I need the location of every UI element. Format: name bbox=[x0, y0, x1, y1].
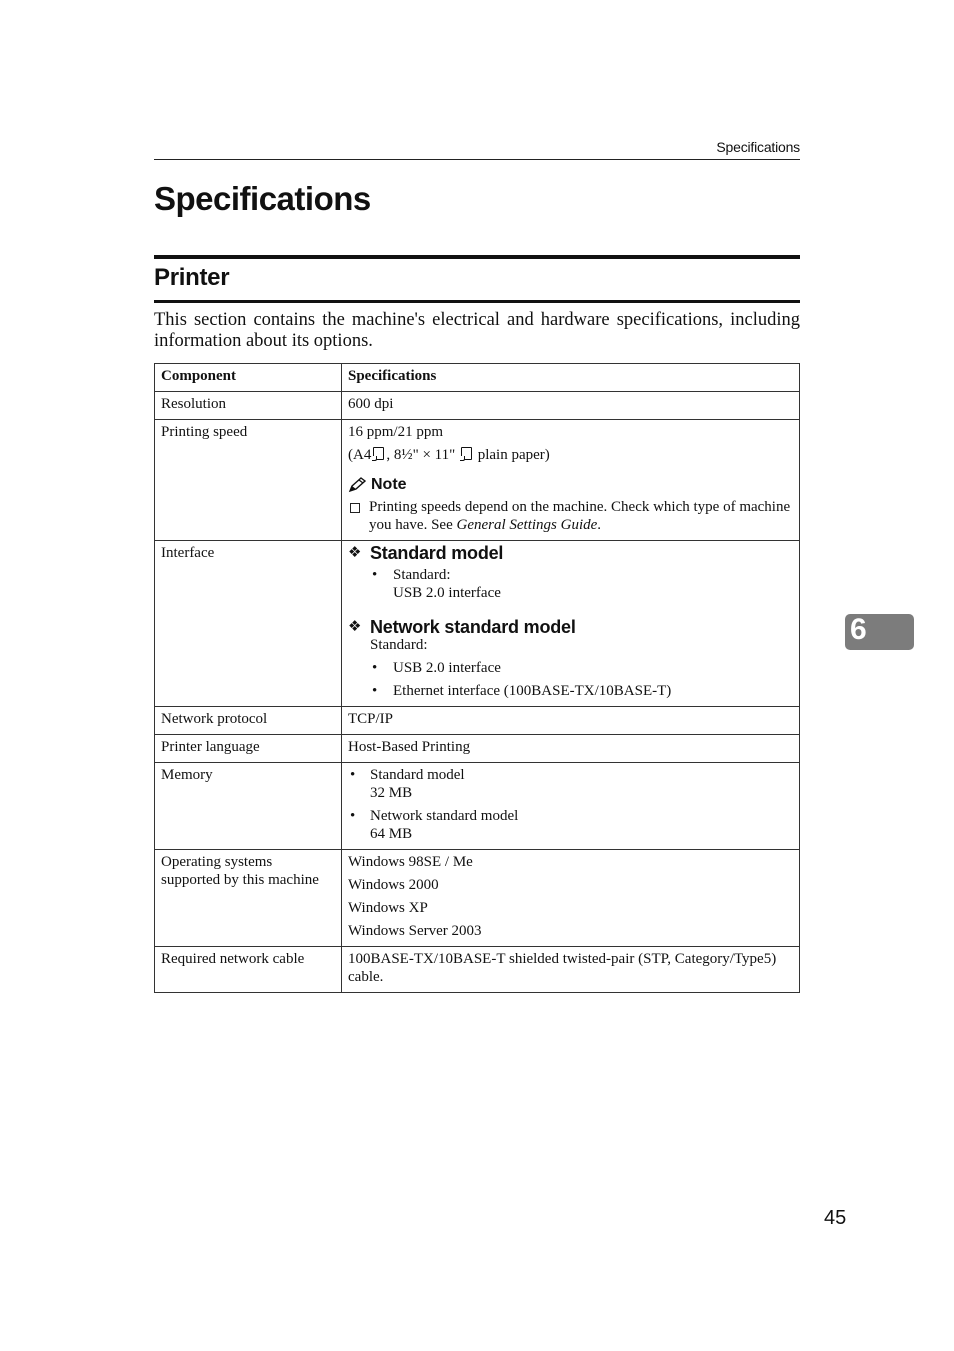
section-rule-bottom bbox=[154, 300, 800, 303]
specifications-table bbox=[154, 363, 800, 993]
row-label-memory: Memory bbox=[155, 763, 342, 850]
row-label-network-cable: Required network cable bbox=[155, 947, 342, 993]
row-value-network-cable: 100BASE-TX/10BASE-T shielded twisted-pair (STP, Category/Type5) cable. bbox=[342, 947, 800, 993]
list-item: • Ethernet interface (100BASE-TX/10BASE-T) bbox=[372, 683, 672, 699]
standard-model-heading: ❖ Standard model bbox=[348, 543, 504, 563]
row-value-printing-speed bbox=[342, 420, 800, 541]
diamond-bullet-icon: ❖ bbox=[348, 618, 362, 635]
row-label-interface: Interface bbox=[155, 541, 342, 707]
list-item: • Network standard model 64 MB bbox=[350, 808, 519, 842]
network-model-intro: Standard: bbox=[370, 637, 428, 653]
paper-type: plain paper) bbox=[477, 447, 550, 463]
table-row bbox=[155, 735, 800, 763]
row-value-interface bbox=[342, 541, 800, 707]
list-item: • Standard model 32 MB bbox=[350, 767, 465, 801]
paper-size-a4: (A4 bbox=[348, 447, 372, 463]
network-model-heading: ❖ Network standard model bbox=[348, 617, 576, 637]
row-label-printing-speed: Printing speed bbox=[155, 420, 342, 541]
chapter-number: 6 bbox=[850, 613, 867, 646]
os-item: Windows XP bbox=[348, 900, 428, 916]
running-header bbox=[154, 138, 800, 160]
checkbox-bullet-icon bbox=[350, 503, 360, 513]
paper-orientation-icon bbox=[461, 447, 472, 460]
section-rule-top bbox=[154, 255, 800, 259]
os-item: Windows 2000 bbox=[348, 877, 439, 893]
table-row bbox=[155, 707, 800, 735]
row-value-operating-systems bbox=[342, 850, 800, 947]
intro-paragraph: This section contains the machine's electrical and hardware specifications, including information about its options. bbox=[154, 310, 800, 351]
printing-speed-line2 bbox=[348, 446, 793, 464]
row-value-network-protocol: TCP/IP bbox=[342, 707, 800, 735]
os-item: Windows Server 2003 bbox=[348, 923, 482, 939]
note-heading bbox=[348, 476, 793, 494]
list-item: • USB 2.0 interface bbox=[372, 660, 501, 676]
table-row bbox=[155, 763, 800, 850]
table-header-row bbox=[155, 364, 800, 392]
chapter-tab bbox=[845, 614, 914, 650]
table-row bbox=[155, 392, 800, 420]
table-row bbox=[155, 541, 800, 707]
row-value-resolution: 600 dpi bbox=[342, 392, 800, 420]
column-header-component: Component bbox=[155, 364, 342, 392]
list-item: • Standard: USB 2.0 interface bbox=[372, 567, 501, 601]
row-value-memory bbox=[342, 763, 800, 850]
note-text: Printing speeds depend on the machine. Check which type of machine you have. See General Settings Guide. bbox=[369, 499, 791, 533]
note-label: Note bbox=[371, 476, 407, 493]
row-label-resolution: Resolution bbox=[155, 392, 342, 420]
paper-size-letter: , 8½" × 11" bbox=[386, 447, 456, 463]
note-item bbox=[348, 498, 793, 534]
note-reference: General Settings Guide bbox=[456, 517, 598, 533]
paper-orientation-icon bbox=[373, 447, 384, 460]
os-item: Windows 98SE / Me bbox=[348, 854, 473, 870]
column-header-specifications: Specifications bbox=[342, 364, 800, 392]
printing-speed-line1: 16 ppm/21 ppm bbox=[348, 424, 444, 440]
row-label-operating-systems: Operating systems supported by this machine bbox=[155, 850, 342, 947]
network-model-list bbox=[348, 659, 793, 700]
running-header-title: Specifications bbox=[716, 139, 800, 155]
row-label-printer-language: Printer language bbox=[155, 735, 342, 763]
row-value-printer-language: Host-Based Printing bbox=[342, 735, 800, 763]
page-title: Specifications bbox=[154, 180, 371, 217]
table-row bbox=[155, 947, 800, 993]
row-label-network-protocol: Network protocol bbox=[155, 707, 342, 735]
page-number: 45 bbox=[824, 1207, 847, 1229]
pencil-icon bbox=[348, 477, 368, 493]
memory-list bbox=[348, 766, 793, 843]
diamond-bullet-icon: ❖ bbox=[348, 544, 362, 561]
standard-model-list bbox=[348, 566, 793, 602]
section-title: Printer bbox=[154, 264, 230, 291]
table-row bbox=[155, 850, 800, 947]
table-row bbox=[155, 420, 800, 541]
